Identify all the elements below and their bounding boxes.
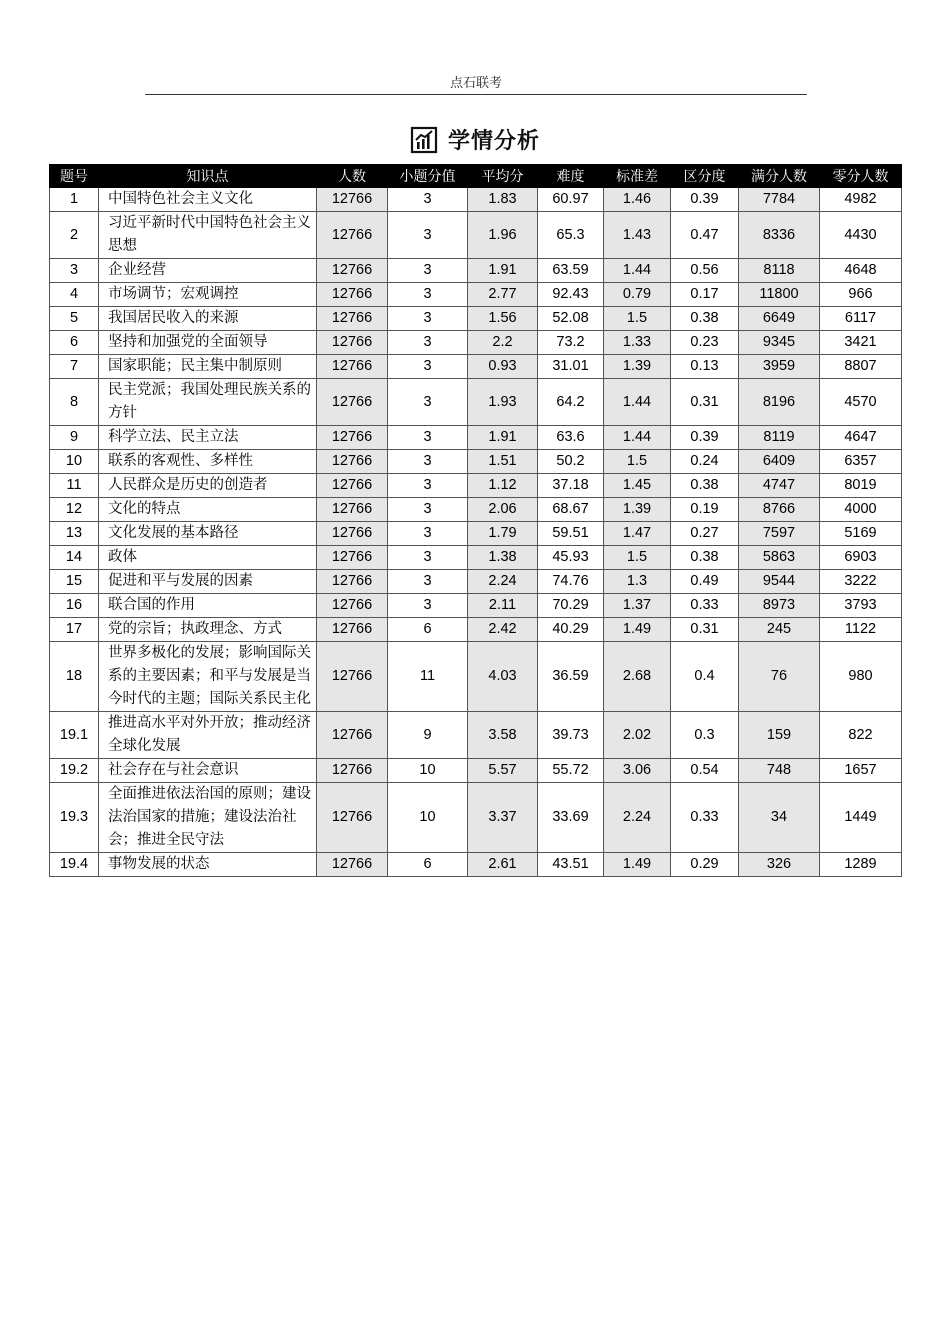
cell-no: 19.1 — [50, 712, 99, 759]
cell-name: 科学立法、民主立法 — [99, 426, 317, 450]
cell-score: 9 — [388, 712, 468, 759]
cell-full: 76 — [739, 642, 820, 712]
cell-name: 中国特色社会主义文化 — [99, 188, 317, 212]
cell-name: 国家职能；民主集中制原则 — [99, 355, 317, 379]
cell-full: 7784 — [739, 188, 820, 212]
table-row — [50, 759, 902, 783]
section-title — [0, 124, 950, 155]
table-row — [50, 259, 902, 283]
table-row — [50, 331, 902, 355]
cell-zero: 4982 — [820, 188, 902, 212]
cell-no: 8 — [50, 379, 99, 426]
cell-zero: 1289 — [820, 853, 902, 877]
cell-avg: 2.42 — [468, 618, 538, 642]
table-row — [50, 546, 902, 570]
header-divider — [145, 94, 807, 95]
cell-disc: 0.56 — [671, 259, 739, 283]
cell-zero: 6903 — [820, 546, 902, 570]
cell-full: 34 — [739, 783, 820, 853]
cell-full: 245 — [739, 618, 820, 642]
cell-sd: 1.49 — [604, 853, 671, 877]
cell-diff: 33.69 — [538, 783, 604, 853]
col-header: 满分人数 — [739, 165, 820, 188]
cell-zero: 4430 — [820, 212, 902, 259]
cell-zero: 4570 — [820, 379, 902, 426]
cell-score: 3 — [388, 331, 468, 355]
col-header: 难度 — [538, 165, 604, 188]
cell-diff: 31.01 — [538, 355, 604, 379]
cell-sd: 1.39 — [604, 498, 671, 522]
cell-no: 1 — [50, 188, 99, 212]
cell-count: 12766 — [317, 474, 388, 498]
table-row — [50, 594, 902, 618]
cell-name: 社会存在与社会意识 — [99, 759, 317, 783]
cell-no: 5 — [50, 307, 99, 331]
cell-count: 12766 — [317, 450, 388, 474]
cell-disc: 0.3 — [671, 712, 739, 759]
cell-score: 3 — [388, 594, 468, 618]
cell-name: 人民群众是历史的创造者 — [99, 474, 317, 498]
cell-full: 5863 — [739, 546, 820, 570]
cell-no: 10 — [50, 450, 99, 474]
cell-diff: 74.76 — [538, 570, 604, 594]
cell-name: 市场调节；宏观调控 — [99, 283, 317, 307]
cell-full: 9544 — [739, 570, 820, 594]
cell-name: 坚持和加强党的全面领导 — [99, 331, 317, 355]
cell-sd: 1.43 — [604, 212, 671, 259]
cell-no: 7 — [50, 355, 99, 379]
table-row — [50, 570, 902, 594]
cell-name: 联合国的作用 — [99, 594, 317, 618]
cell-zero: 8807 — [820, 355, 902, 379]
cell-count: 12766 — [317, 570, 388, 594]
table-row — [50, 355, 902, 379]
cell-score: 3 — [388, 546, 468, 570]
cell-disc: 0.24 — [671, 450, 739, 474]
cell-count: 12766 — [317, 642, 388, 712]
cell-sd: 1.5 — [604, 546, 671, 570]
cell-diff: 52.08 — [538, 307, 604, 331]
cell-no: 19.4 — [50, 853, 99, 877]
cell-disc: 0.33 — [671, 594, 739, 618]
cell-sd: 1.39 — [604, 355, 671, 379]
cell-sd: 1.47 — [604, 522, 671, 546]
cell-avg: 1.91 — [468, 426, 538, 450]
cell-sd: 1.44 — [604, 426, 671, 450]
cell-disc: 0.19 — [671, 498, 739, 522]
cell-no: 19.3 — [50, 783, 99, 853]
table-row — [50, 498, 902, 522]
cell-no: 15 — [50, 570, 99, 594]
cell-score: 3 — [388, 355, 468, 379]
cell-disc: 0.38 — [671, 474, 739, 498]
cell-avg: 1.83 — [468, 188, 538, 212]
cell-avg: 0.93 — [468, 355, 538, 379]
cell-disc: 0.39 — [671, 188, 739, 212]
cell-disc: 0.31 — [671, 379, 739, 426]
cell-no: 18 — [50, 642, 99, 712]
cell-no: 14 — [50, 546, 99, 570]
cell-avg: 1.12 — [468, 474, 538, 498]
cell-full: 159 — [739, 712, 820, 759]
table-row — [50, 783, 902, 853]
table-row — [50, 642, 902, 712]
cell-full: 9345 — [739, 331, 820, 355]
cell-avg: 5.57 — [468, 759, 538, 783]
cell-full: 8118 — [739, 259, 820, 283]
cell-full: 326 — [739, 853, 820, 877]
table-header-row — [50, 165, 902, 188]
cell-avg: 2.11 — [468, 594, 538, 618]
cell-no: 19.2 — [50, 759, 99, 783]
cell-count: 12766 — [317, 498, 388, 522]
cell-avg: 3.58 — [468, 712, 538, 759]
table-row — [50, 426, 902, 450]
cell-count: 12766 — [317, 331, 388, 355]
cell-avg: 1.91 — [468, 259, 538, 283]
cell-score: 3 — [388, 450, 468, 474]
cell-disc: 0.39 — [671, 426, 739, 450]
cell-disc: 0.27 — [671, 522, 739, 546]
cell-avg: 1.96 — [468, 212, 538, 259]
cell-score: 10 — [388, 783, 468, 853]
title-text: 学情分析 — [447, 129, 540, 154]
cell-avg: 2.06 — [468, 498, 538, 522]
cell-zero: 1122 — [820, 618, 902, 642]
cell-diff: 63.59 — [538, 259, 604, 283]
cell-disc: 0.17 — [671, 283, 739, 307]
cell-score: 3 — [388, 570, 468, 594]
cell-avg: 2.77 — [468, 283, 538, 307]
cell-avg: 2.24 — [468, 570, 538, 594]
cell-zero: 6357 — [820, 450, 902, 474]
cell-count: 12766 — [317, 522, 388, 546]
header-text: 点石联考 — [449, 76, 502, 91]
cell-score: 3 — [388, 522, 468, 546]
cell-score: 6 — [388, 853, 468, 877]
cell-diff: 68.67 — [538, 498, 604, 522]
cell-disc: 0.13 — [671, 355, 739, 379]
cell-score: 11 — [388, 642, 468, 712]
col-header: 人数 — [317, 165, 388, 188]
cell-zero: 3222 — [820, 570, 902, 594]
page-header — [145, 72, 807, 91]
table-row — [50, 474, 902, 498]
cell-score: 3 — [388, 379, 468, 426]
cell-score: 3 — [388, 188, 468, 212]
table-row — [50, 379, 902, 426]
table-row — [50, 522, 902, 546]
cell-full: 3959 — [739, 355, 820, 379]
cell-zero: 1449 — [820, 783, 902, 853]
cell-no: 17 — [50, 618, 99, 642]
cell-sd: 1.44 — [604, 259, 671, 283]
col-header: 小题分值 — [388, 165, 468, 188]
cell-name: 推进高水平对外开放；推动经济全球化发展 — [99, 712, 317, 759]
cell-disc: 0.38 — [671, 307, 739, 331]
bar-chart-icon — [410, 126, 438, 154]
cell-count: 12766 — [317, 212, 388, 259]
cell-avg: 2.61 — [468, 853, 538, 877]
cell-avg: 1.79 — [468, 522, 538, 546]
cell-score: 10 — [388, 759, 468, 783]
cell-score: 3 — [388, 474, 468, 498]
cell-count: 12766 — [317, 546, 388, 570]
cell-disc: 0.33 — [671, 783, 739, 853]
analysis-table — [49, 164, 902, 877]
cell-diff: 63.6 — [538, 426, 604, 450]
cell-diff: 50.2 — [538, 450, 604, 474]
cell-sd: 1.3 — [604, 570, 671, 594]
cell-disc: 0.38 — [671, 546, 739, 570]
cell-diff: 36.59 — [538, 642, 604, 712]
cell-diff: 70.29 — [538, 594, 604, 618]
cell-zero: 1657 — [820, 759, 902, 783]
cell-count: 12766 — [317, 712, 388, 759]
cell-no: 16 — [50, 594, 99, 618]
cell-no: 4 — [50, 283, 99, 307]
cell-count: 12766 — [317, 759, 388, 783]
cell-diff: 64.2 — [538, 379, 604, 426]
cell-name: 企业经营 — [99, 259, 317, 283]
cell-diff: 55.72 — [538, 759, 604, 783]
cell-sd: 1.45 — [604, 474, 671, 498]
cell-count: 12766 — [317, 307, 388, 331]
table-row — [50, 712, 902, 759]
cell-diff: 65.3 — [538, 212, 604, 259]
cell-no: 3 — [50, 259, 99, 283]
cell-avg: 1.56 — [468, 307, 538, 331]
cell-sd: 1.5 — [604, 450, 671, 474]
cell-sd: 1.37 — [604, 594, 671, 618]
cell-name: 文化的特点 — [99, 498, 317, 522]
cell-score: 3 — [388, 498, 468, 522]
cell-diff: 40.29 — [538, 618, 604, 642]
cell-name: 党的宗旨；执政理念、方式 — [99, 618, 317, 642]
cell-avg: 1.93 — [468, 379, 538, 426]
cell-no: 9 — [50, 426, 99, 450]
cell-disc: 0.29 — [671, 853, 739, 877]
cell-zero: 8019 — [820, 474, 902, 498]
table-row — [50, 307, 902, 331]
cell-diff: 59.51 — [538, 522, 604, 546]
col-header: 题号 — [50, 165, 99, 188]
cell-name: 世界多极化的发展；影响国际关系的主要因素；和平与发展是当今时代的主题；国际关系民主化 — [99, 642, 317, 712]
cell-zero: 980 — [820, 642, 902, 712]
cell-sd: 2.68 — [604, 642, 671, 712]
cell-zero: 3793 — [820, 594, 902, 618]
cell-zero: 4648 — [820, 259, 902, 283]
cell-zero: 4000 — [820, 498, 902, 522]
cell-score: 3 — [388, 259, 468, 283]
cell-sd: 1.5 — [604, 307, 671, 331]
table-row — [50, 618, 902, 642]
cell-no: 2 — [50, 212, 99, 259]
cell-disc: 0.47 — [671, 212, 739, 259]
cell-name: 习近平新时代中国特色社会主义思想 — [99, 212, 317, 259]
cell-avg: 4.03 — [468, 642, 538, 712]
cell-sd: 1.49 — [604, 618, 671, 642]
cell-disc: 0.23 — [671, 331, 739, 355]
cell-disc: 0.49 — [671, 570, 739, 594]
cell-no: 12 — [50, 498, 99, 522]
cell-name: 文化发展的基本路径 — [99, 522, 317, 546]
cell-name: 促进和平与发展的因素 — [99, 570, 317, 594]
cell-name: 民主党派；我国处理民族关系的方针 — [99, 379, 317, 426]
cell-sd: 2.24 — [604, 783, 671, 853]
cell-full: 6649 — [739, 307, 820, 331]
cell-avg: 3.37 — [468, 783, 538, 853]
cell-diff: 73.2 — [538, 331, 604, 355]
col-header: 知识点 — [99, 165, 317, 188]
cell-count: 12766 — [317, 853, 388, 877]
table-row — [50, 853, 902, 877]
cell-name: 事物发展的状态 — [99, 853, 317, 877]
cell-count: 12766 — [317, 426, 388, 450]
cell-score: 3 — [388, 307, 468, 331]
cell-sd: 3.06 — [604, 759, 671, 783]
cell-diff: 43.51 — [538, 853, 604, 877]
cell-avg: 1.38 — [468, 546, 538, 570]
cell-zero: 4647 — [820, 426, 902, 450]
cell-full: 748 — [739, 759, 820, 783]
cell-name: 政体 — [99, 546, 317, 570]
cell-sd: 1.44 — [604, 379, 671, 426]
cell-score: 3 — [388, 426, 468, 450]
table-row — [50, 212, 902, 259]
cell-sd: 1.46 — [604, 188, 671, 212]
col-header: 零分人数 — [820, 165, 902, 188]
cell-full: 8196 — [739, 379, 820, 426]
cell-diff: 60.97 — [538, 188, 604, 212]
cell-full: 6409 — [739, 450, 820, 474]
cell-avg: 2.2 — [468, 331, 538, 355]
col-header: 标准差 — [604, 165, 671, 188]
cell-count: 12766 — [317, 783, 388, 853]
cell-full: 8119 — [739, 426, 820, 450]
cell-diff: 37.18 — [538, 474, 604, 498]
cell-disc: 0.54 — [671, 759, 739, 783]
cell-score: 6 — [388, 618, 468, 642]
cell-zero: 822 — [820, 712, 902, 759]
cell-diff: 39.73 — [538, 712, 604, 759]
table-row — [50, 450, 902, 474]
cell-zero: 5169 — [820, 522, 902, 546]
cell-full: 8336 — [739, 212, 820, 259]
table-row — [50, 283, 902, 307]
cell-avg: 1.51 — [468, 450, 538, 474]
cell-disc: 0.4 — [671, 642, 739, 712]
cell-name: 我国居民收入的来源 — [99, 307, 317, 331]
col-header: 区分度 — [671, 165, 739, 188]
cell-disc: 0.31 — [671, 618, 739, 642]
cell-zero: 6117 — [820, 307, 902, 331]
cell-count: 12766 — [317, 355, 388, 379]
cell-diff: 45.93 — [538, 546, 604, 570]
cell-no: 11 — [50, 474, 99, 498]
cell-sd: 0.79 — [604, 283, 671, 307]
cell-full: 8973 — [739, 594, 820, 618]
cell-score: 3 — [388, 283, 468, 307]
cell-score: 3 — [388, 212, 468, 259]
cell-count: 12766 — [317, 259, 388, 283]
cell-name: 联系的客观性、多样性 — [99, 450, 317, 474]
col-header: 平均分 — [468, 165, 538, 188]
cell-count: 12766 — [317, 618, 388, 642]
cell-zero: 966 — [820, 283, 902, 307]
cell-full: 4747 — [739, 474, 820, 498]
cell-diff: 92.43 — [538, 283, 604, 307]
cell-sd: 2.02 — [604, 712, 671, 759]
cell-no: 13 — [50, 522, 99, 546]
cell-sd: 1.33 — [604, 331, 671, 355]
table-row — [50, 188, 902, 212]
cell-full: 11800 — [739, 283, 820, 307]
cell-count: 12766 — [317, 594, 388, 618]
cell-count: 12766 — [317, 379, 388, 426]
cell-name: 全面推进依法治国的原则；建设法治国家的措施；建设法治社会；推进全民守法 — [99, 783, 317, 853]
cell-no: 6 — [50, 331, 99, 355]
cell-full: 8766 — [739, 498, 820, 522]
cell-count: 12766 — [317, 283, 388, 307]
cell-count: 12766 — [317, 188, 388, 212]
cell-full: 7597 — [739, 522, 820, 546]
cell-zero: 3421 — [820, 331, 902, 355]
